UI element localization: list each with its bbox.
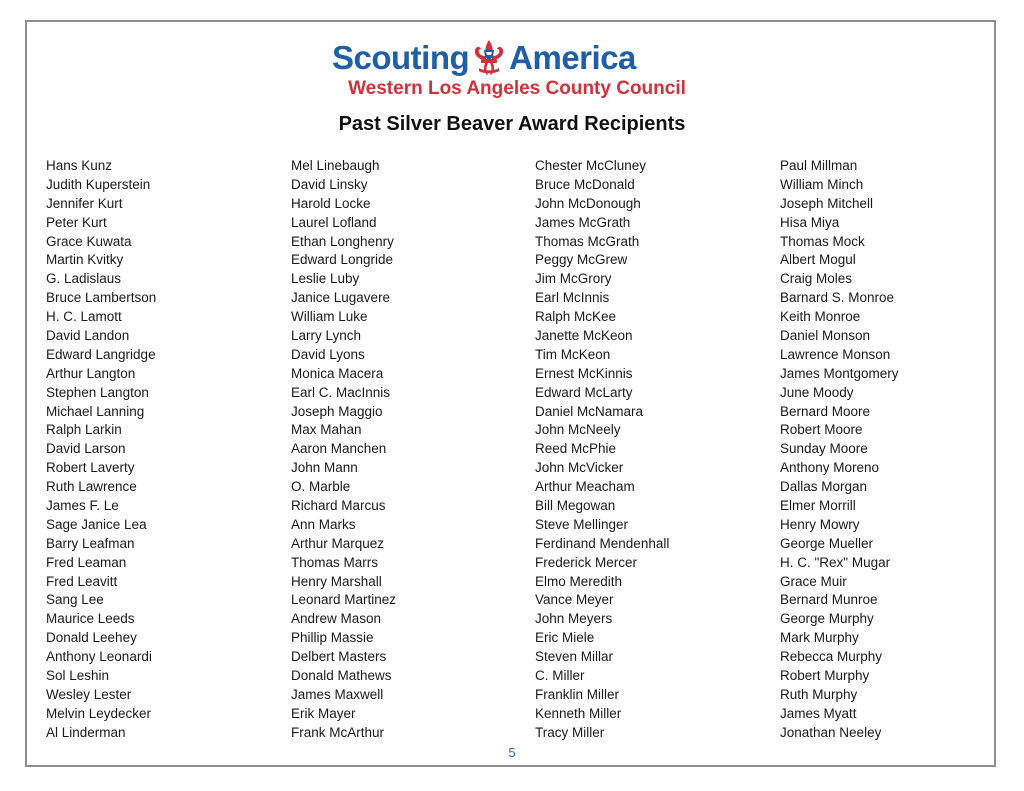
recipient-name: Edward McLarty [535,384,633,400]
recipient-name: Vance Meyer [535,592,614,608]
recipient-name: O. Marble [291,479,351,495]
recipient-name: Elmer Morrill [780,498,856,514]
recipient-name: Mark Murphy [780,630,859,646]
recipient-name: Wesley Lester [46,686,132,702]
recipient-name: Sang Lee [46,592,104,608]
recipient-column-4 [780,157,1010,743]
recipient-name: Richard Marcus [291,498,386,514]
recipient-name: Bernard Moore [780,403,871,419]
recipient-name: Ann Marks [291,516,356,532]
recipient-name: Janette McKeon [535,328,633,344]
recipient-name: James Maxwell [291,686,384,702]
recipient-name: Max Mahan [291,422,362,438]
recipient-name: Joseph Maggio [291,403,383,419]
recipient-name: Leonard Martinez [291,592,397,608]
recipient-name: David Lyons [291,346,365,362]
recipient-name: Ernest McKinnis [535,365,633,381]
recipient-name: Reed McPhie [535,441,617,457]
recipient-name: Erik Mayer [291,705,356,721]
recipient-name: C. Miller [535,668,585,684]
council-name: Western Los Angeles County Council [348,78,686,99]
recipient-name: Harold Locke [291,195,371,211]
recipient-name: Hans Kunz [46,158,113,173]
recipient-name: Donald Leehey [46,630,137,646]
recipient-column-1 [46,157,276,743]
recipient-name: H. C. Lamott [46,309,122,325]
recipient-name: Tracy Miller [535,724,605,740]
recipient-name: Arthur Langton [46,365,136,381]
recipient-name: Phillip Massie [291,630,374,646]
recipient-name: James F. Le [46,498,119,514]
recipient-name: Paul Millman [780,158,858,173]
recipient-name: Frederick Mercer [535,554,638,570]
recipient-name: William Minch [780,176,864,192]
recipient-name: Jennifer Kurt [46,195,123,211]
recipient-name: Arthur Meacham [535,479,635,495]
recipient-name: Anthony Moreno [780,460,880,476]
recipient-name: Dallas Morgan [780,479,868,495]
recipient-name: Michael Lanning [46,403,145,419]
recipient-name: Daniel McNamara [535,403,644,419]
recipient-name: John Mann [291,460,358,476]
recipient-name: Grace Muir [780,573,847,589]
scouting-america-logo [330,38,710,102]
recipient-name: Steve Mellinger [535,516,629,532]
recipient-name: Judith Kuperstein [46,176,151,192]
recipient-name: Sol Leshin [46,668,110,684]
logo-word-scouting: Scouting [332,39,470,76]
recipient-name: Fred Leaman [46,554,127,570]
recipient-name: Leslie Luby [291,271,360,287]
recipient-name: Earl C. MacInnis [291,384,391,400]
recipient-name: James McGrath [535,214,631,230]
recipient-name: Rebecca Murphy [780,649,883,665]
recipient-name: Henry Marshall [291,573,382,589]
recipient-column-2 [291,157,521,743]
recipient-name: Robert Moore [780,422,863,438]
recipient-name: Tim McKeon [535,346,611,362]
recipient-name: Edward Longride [291,252,394,268]
recipient-name: Donald Mathews [291,668,392,684]
page-title: Past Silver Beaver Award Recipients [338,113,686,135]
recipient-name: Eric Miele [535,630,595,646]
recipient-name: Henry Mowry [780,516,860,532]
recipient-name: Arthur Marquez [291,535,385,551]
recipient-name: David Linsky [291,176,368,192]
recipient-name: Robert Murphy [780,668,870,684]
recipient-name: Craig Moles [780,271,853,287]
recipient-name: Grace Kuwata [46,233,132,249]
recipient-name: Steven Millar [535,649,614,665]
recipient-column-3 [535,157,765,743]
recipient-name: Bruce Lambertson [46,290,157,306]
recipient-name: George Murphy [780,611,874,627]
recipient-name: Keith Monroe [780,309,861,325]
recipient-name: Daniel Monson [780,328,871,344]
recipient-name: Melvin Leydecker [46,705,152,721]
recipient-name: Bill Megowan [535,498,616,514]
recipient-name: Earl McInnis [535,290,610,306]
page-number: 5 [508,745,516,760]
recipient-name: Laurel Lofland [291,214,377,230]
fleur-de-lis-icon [471,38,507,78]
recipient-name: Elmo Meredith [535,573,623,589]
recipient-name: Martin Kvitky [46,252,124,268]
recipient-name: Chester McCluney [535,158,647,173]
recipient-name: William Luke [291,309,368,325]
recipient-name: Delbert Masters [291,649,387,665]
recipient-name: Hisa Miya [780,214,840,230]
recipient-name: Peter Kurt [46,214,107,230]
recipient-name: G. Ladislaus [46,271,122,287]
recipient-name: Robert Laverty [46,460,135,476]
recipient-name: Thomas Mock [780,233,865,249]
recipient-name: Maurice Leeds [46,611,135,627]
recipient-name: Ferdinand Mendenhall [535,535,670,551]
recipient-name: June Moody [780,384,854,400]
recipient-name: Ralph McKee [535,309,617,325]
logo-trademark: . [636,63,639,70]
recipient-name: Bruce McDonald [535,176,635,192]
recipient-name: John Meyers [535,611,613,627]
recipient-name: Ralph Larkin [46,422,122,438]
recipient-name: Andrew Mason [291,611,382,627]
recipient-name: Jonathan Neeley [780,724,882,740]
recipient-name: Sunday Moore [780,441,868,457]
recipient-name: Lawrence Monson [780,346,891,362]
recipient-name: Monica Macera [291,365,384,381]
recipient-name: Albert Mogul [780,252,856,268]
recipient-name: Edward Langridge [46,346,156,362]
recipient-name: Al Linderman [46,724,126,740]
recipient-name: Mel Linebaugh [291,158,380,173]
recipient-name: Ethan Longhenry [291,233,394,249]
recipient-name: Bernard Munroe [780,592,878,608]
recipient-name: Jim McGrory [535,271,612,287]
recipient-name: David Landon [46,328,130,344]
recipient-name: Janice Lugavere [291,290,391,306]
recipient-name: Anthony Leonardi [46,649,152,665]
recipient-name: John McVicker [535,460,624,476]
recipient-name: Barry Leafman [46,535,135,551]
logo-wordmark [332,38,639,78]
recipient-name: David Larson [46,441,126,457]
recipient-name: James Montgomery [780,365,899,381]
recipient-name: Peggy McGrew [535,252,628,268]
recipient-name: Thomas McGrath [535,233,640,249]
recipient-name: John McDonough [535,195,641,211]
recipient-name: Ruth Murphy [780,686,858,702]
recipient-name: Stephen Langton [46,384,149,400]
recipient-name: James Myatt [780,705,857,721]
logo-word-america: America [509,39,636,76]
recipient-name: Kenneth Miller [535,705,622,721]
recipient-name: Sage Janice Lea [46,516,147,532]
recipient-name: H. C. "Rex" Mugar [780,554,891,570]
recipient-name: Thomas Marrs [291,554,379,570]
recipient-name: Frank McArthur [291,724,385,740]
recipient-name: George Mueller [780,535,874,551]
recipient-name: Barnard S. Monroe [780,290,895,306]
recipient-name: John McNeely [535,422,621,438]
recipient-name: Aaron Manchen [291,441,387,457]
recipient-name: Franklin Miller [535,686,620,702]
recipient-name: Fred Leavitt [46,573,118,589]
recipient-name: Larry Lynch [291,328,362,344]
recipient-name: Joseph Mitchell [780,195,874,211]
recipient-name: Ruth Lawrence [46,479,137,495]
